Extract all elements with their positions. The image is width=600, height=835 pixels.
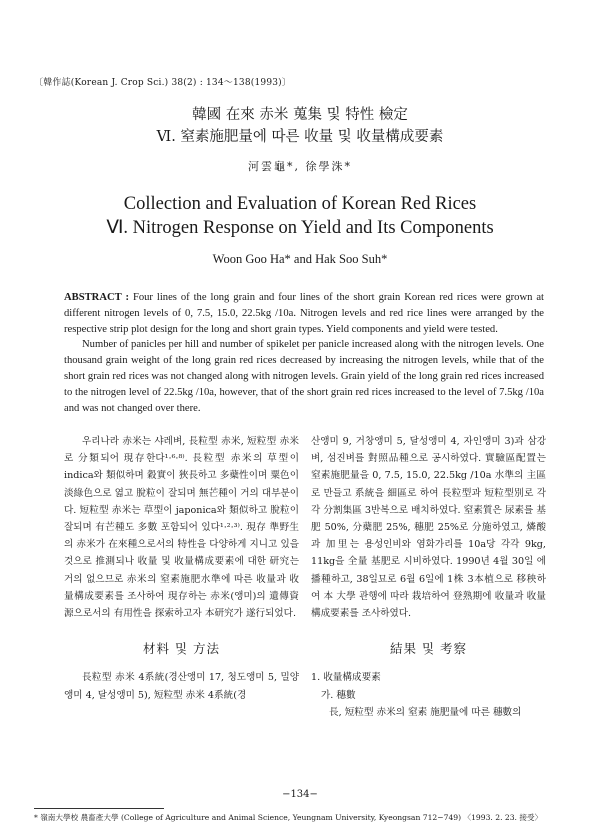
page-number: −134− [282, 789, 318, 800]
right-column [311, 433, 546, 721]
left-column [64, 433, 299, 704]
abstract-paragraph-1 [64, 290, 544, 337]
korean-title-line2: Ⅵ. 窒素施肥量에 따른 收量 및 收量構成要素 [156, 129, 444, 145]
results-discussion-heading: 結果 및 考察 [389, 641, 468, 657]
korean-authors: 河雲龜*, 徐學洙* [248, 160, 352, 173]
methods-paragraph: 長粒型 赤米 4系統(경산앵미 17, 청도앵미 5, 밀양앵미 4, 달성앵미 5), 短粒型 赤米 4系統(경 [64, 672, 299, 701]
abstract-label: ABSTRACT : [64, 292, 129, 303]
abstract [64, 290, 544, 416]
footnote-divider [34, 808, 164, 809]
abstract-text-1: Four lines of the long grain and four lines of the short grain Korean red rices were grown at different nitrogen levels of 0, 7.5, 15.0, 22.5kg /10a. Nitrogen levels and red rice lines were arranged by the respective strip plot design for the long and short grain types. Yield components and yield were tested. [64, 292, 544, 335]
introduction-paragraph: 우리나라 赤米는 샤레벼, 長粒型 赤米, 短粒型 赤米로 分類되어 現存한다¹·⁶·⁸⁾. 長粒型 赤米의 草型이 indica와 類似하며 穀實이 狹長하고 多蘗性이며 粟色이 淡綠色으로 엷고 脫粒이 잘되며 無芒種이 거의 대부분이다. 短粒型 赤米는 草型이 japonica와 類似하고 脫粒이 잘되며 有芒種도 多數 포함되어 있다¹·²·³⁾. 現存 準野生의 赤米가 在來種으로서의 特性을 다양하게 지니고 있을 것으로 推測되나 收量 및 收量構成要素에 대한 研究는 거의 없으므로 赤米의 窒素施肥水準에 따른 收量과 收量構成要素를 조사하여 現存하는 赤米(앵미)의 遺傳資源으로서의 有用性을 探索하고자 本研究가 遂行되었다. [64, 436, 299, 620]
english-title-line2: Ⅵ. Nitrogen Response on Yield and Its Components [106, 218, 494, 238]
english-authors: Woon Goo Ha* and Hak Soo Suh* [212, 252, 388, 266]
journal-reference: 〔韓作誌(Korean J. Crop Sci.) 38(2) : 134〜138(1993)〕 [34, 78, 292, 88]
methods-continued-paragraph: 산앵미 9, 거창앵미 5, 달성앵미 4, 자인앵미 3)과 삼강벼, 섬진벼를 對照品種으로 공시하였다. 實驗區配置는 窒素施肥量을 0, 7.5, 15.0, 22.5kg /10a 水準의 主區로 만들고 系統을 細區로 하여 長粒型과 短粒型別로 각각 分割集區 3반복으로 배치하였다. 窒素質은 尿素를 基肥 50%, 分蘗肥 25%, 穗肥 25%로 分施하였고, 燐酸과 加里는 용성인비와 염화가리를 10a당 각각 9kg, 11kg을 全量 基肥로 시비하였다. 1990년 4월 30일 에 播種하고, 38일묘로 6월 6일에 1株 3本植으로 移秧하여 本 大學 관행에 따라 栽培하여 登熟期에 收量과 收量構成要素를 조사하였다. [311, 436, 546, 620]
korean-title-line1: 韓國 在來 赤米 蒐集 및 特性 檢定 [192, 107, 408, 123]
abstract-paragraph-2: Number of panicles per hill and number of spikelet per panicle increased along with the nitrogen levels. One thousand grain weight of the long grain red rices decreased by increasing the nitrogen levels, while that of the short grain red rices was not changed along with nitrogen levels. Grain yield of the long grain red rices increased to the nitrogen level of 22.5kg /10a, however, that of the short grain red rices increased to the level of 7.5kg /10a and was not changed over there. [64, 339, 544, 414]
subsection-yield-components: 1. 收量構成要素 [311, 672, 381, 684]
results-paragraph: 長, 短粒型 赤米의 窒素 施肥量에 따른 穗數의 [329, 706, 522, 718]
affiliation-footnote: * 嶺南大學校 農畜產大學 (College of Agriculture and Animal Science, Yeungnam University, Kyeongsan 712−749) 〈1993. 2. 23. 接受〉 [34, 813, 543, 822]
subsection-panicle-number: 가. 穗數 [321, 689, 356, 701]
english-title-line1: Collection and Evaluation of Korean Red Rices [123, 194, 477, 214]
materials-methods-heading: 材料 및 方法 [142, 641, 221, 657]
